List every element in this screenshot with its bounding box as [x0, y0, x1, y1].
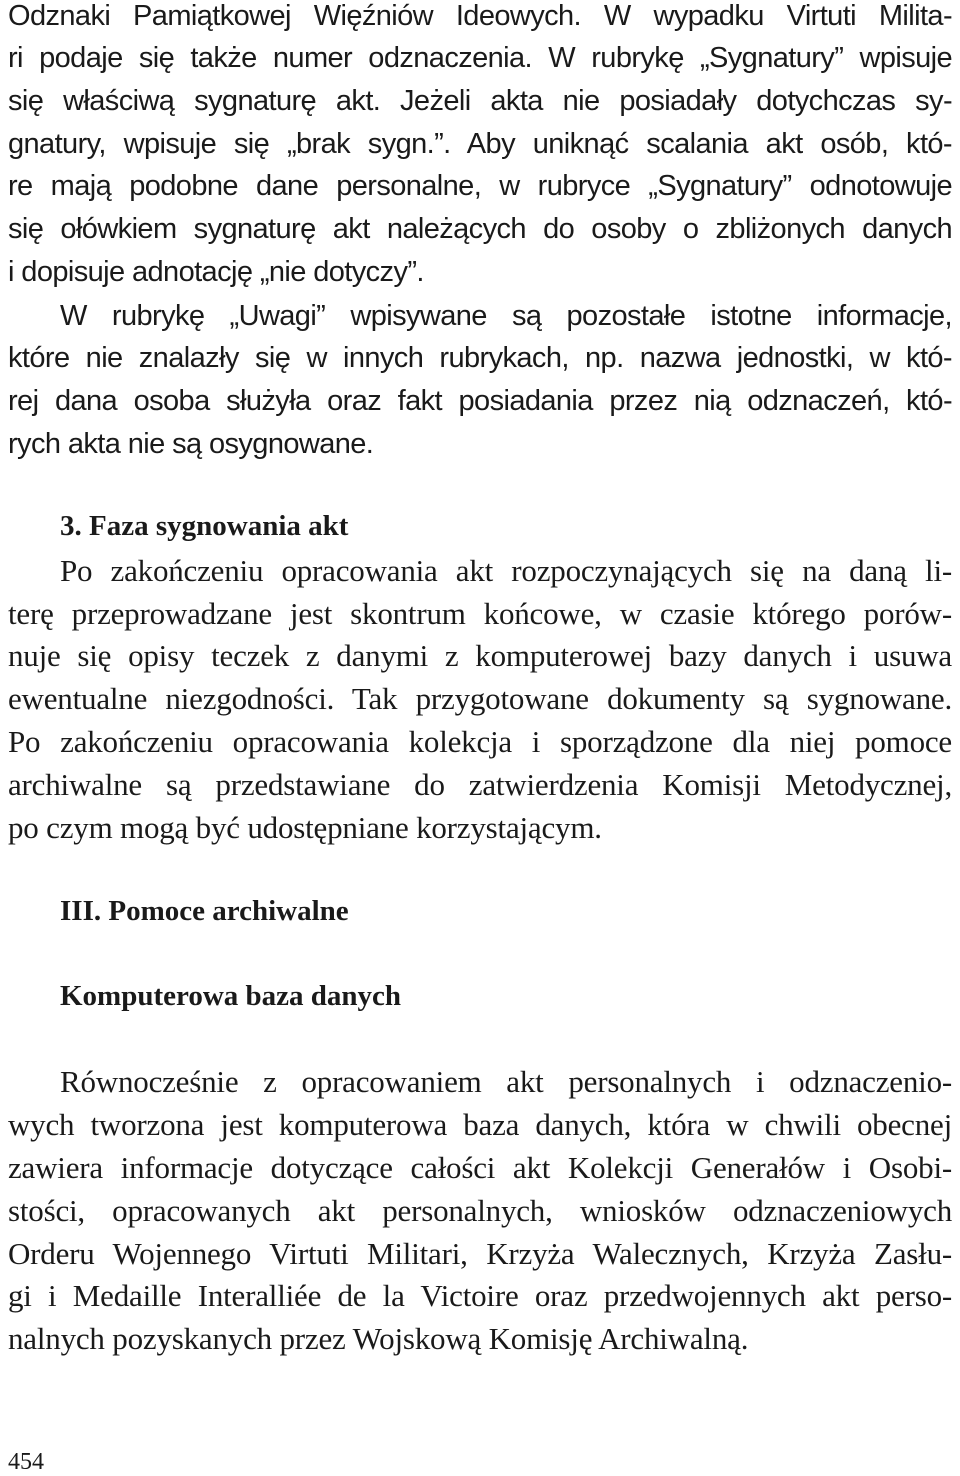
- text-line: stości, opracowanych akt personalnych, wniosków odznaczeniowych: [8, 1193, 952, 1228]
- text-line: W rubrykę „Uwagi” wpisywane są pozostałe istotne informacje,: [60, 300, 952, 332]
- text-line: i dopisuje adnotację „nie dotyczy”.: [8, 256, 424, 288]
- text-line: Odznaki Pamiątkowej Więźniów Ideowych. W wypadku Virtuti Milita-: [8, 0, 952, 32]
- text-line: wych tworzona jest komputerowa baza danych, która w chwili obecnej: [8, 1107, 952, 1142]
- text-line: się właściwą sygnaturę akt. Jeżeli akta nie posiadały dotychczas sy-: [8, 85, 952, 117]
- text-line: re mają podobne dane personalne, w rubryce „Sygnatury” odnotowuje: [8, 170, 952, 202]
- text-line: rej dana osoba służyła oraz fakt posiadania przez nią odznaczeń, któ-: [8, 385, 952, 417]
- text-line: Orderu Wojennego Virtuti Militari, Krzyża Walecznych, Krzyża Zasłu-: [8, 1236, 952, 1271]
- text-line: ri podaje się także numer odznaczenia. W rubrykę „Sygnatury” wpisuje: [8, 42, 952, 74]
- text-line: archiwalne są przedstawiane do zatwierdzenia Komisji Metodycznej,: [8, 767, 952, 802]
- text-line: zawiera informacje dotyczące całości akt Kolekcji Generałów i Osobi-: [8, 1150, 952, 1185]
- text-line: nuje się opisy teczek z danymi z komputerowej bazy danych i usuwa: [8, 638, 952, 673]
- text-line: po czym mogą być udostępniane korzystającym.: [8, 810, 602, 845]
- text-line: gi i Medaille Interalliée de la Victoire oraz przedwojennych akt perso-: [8, 1278, 952, 1313]
- subsection-heading: Komputerowa baza danych: [60, 980, 402, 1012]
- text-line: rych akta nie są osygnowane.: [8, 428, 374, 460]
- section-heading: 3. Faza sygnowania akt: [60, 510, 349, 542]
- text-line: ewentualne niezgodności. Tak przygotowane dokumenty są sygnowane.: [8, 681, 952, 716]
- text-line: terę przeprowadzane jest skontrum końcowe, w czasie którego porów-: [8, 596, 952, 631]
- text-line: które nie znalazły się w innych rubrykach, np. nazwa jednostki, w któ-: [8, 342, 952, 374]
- text-line: się ołówkiem sygnaturę akt należących do osoby o zbliżonych danych: [8, 213, 952, 245]
- text-line: Po zakończeniu opracowania akt rozpoczynających się na daną li-: [60, 553, 952, 588]
- text-line: Po zakończeniu opracowania kolekcja i sporządzone dla niej pomoce: [8, 724, 952, 759]
- text-line: gnatury, wpisuje się „brak sygn.”. Aby uniknąć scalania akt osób, któ-: [8, 128, 952, 160]
- text-line: nalnych pozyskanych przez Wojskową Komisję Archiwalną.: [8, 1321, 749, 1356]
- text-line: Równocześnie z opracowaniem akt personalnych i odznaczenio-: [60, 1064, 952, 1099]
- page-number: 454: [8, 1449, 44, 1475]
- chapter-heading: III. Pomoce archiwalne: [60, 895, 349, 927]
